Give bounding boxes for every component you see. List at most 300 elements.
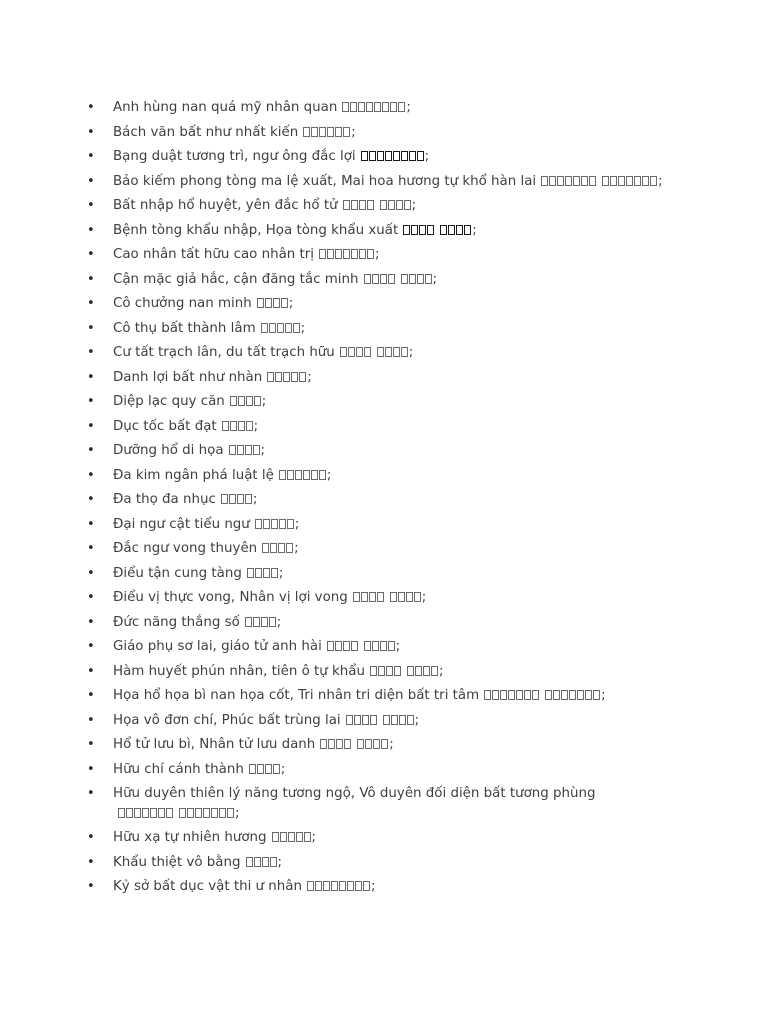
missing-glyph-box xyxy=(642,176,649,186)
missing-glyph-box xyxy=(419,225,426,235)
missing-glyph-run xyxy=(221,490,253,510)
entry-terminator: ; xyxy=(424,149,430,164)
missing-glyph-run xyxy=(340,343,409,363)
missing-glyph-box xyxy=(440,225,447,235)
missing-glyph-box xyxy=(577,690,584,700)
idiom-reading: Hữu chí cánh thành xyxy=(113,761,244,777)
missing-glyph-box xyxy=(303,470,310,480)
missing-glyph-box xyxy=(142,808,149,818)
missing-glyph-run xyxy=(257,294,289,314)
missing-glyph-box xyxy=(222,421,229,431)
missing-glyph-run xyxy=(403,221,472,241)
list-item xyxy=(83,637,688,657)
bullet-icon: • xyxy=(87,879,95,894)
missing-glyph-box xyxy=(283,372,290,382)
idiom-reading: Cô chưởng nan minh xyxy=(113,296,252,311)
missing-glyph-box xyxy=(361,592,368,602)
missing-glyph-run xyxy=(346,711,415,731)
bullet-icon: • xyxy=(87,320,95,336)
bullet-icon: • xyxy=(87,614,95,630)
missing-glyph-box xyxy=(342,102,349,112)
missing-glyph-box xyxy=(281,298,288,308)
entry-terminator: ; xyxy=(307,369,312,385)
bullet-icon: • xyxy=(87,516,95,532)
missing-glyph-box xyxy=(549,176,556,186)
missing-glyph-box xyxy=(238,421,245,431)
missing-glyph-box xyxy=(401,151,408,161)
missing-glyph-box xyxy=(351,641,358,651)
missing-glyph-box xyxy=(319,470,326,480)
entry-terminator: ; xyxy=(601,688,606,703)
list-item xyxy=(83,853,688,873)
list-item xyxy=(83,245,688,265)
missing-glyph-box xyxy=(291,372,298,382)
missing-glyph-run xyxy=(327,637,396,657)
missing-glyph-box xyxy=(362,715,369,725)
idiom-reading: Họa hổ họa bì nan họa cốt, Tri nhân tri diện bất tri tâm xyxy=(113,688,480,703)
idiom-reading: Cao nhân tất hữu cao nhân trị xyxy=(113,247,315,262)
missing-glyph-box xyxy=(348,347,355,357)
entry-terminator: ; xyxy=(351,124,356,140)
list-item xyxy=(83,392,688,412)
missing-glyph-box xyxy=(354,715,361,725)
missing-glyph-box xyxy=(407,715,414,725)
missing-glyph-box xyxy=(532,690,539,700)
list-item xyxy=(83,490,688,510)
entry-terminator: ; xyxy=(253,418,259,434)
missing-glyph-run xyxy=(247,564,279,584)
bullet-icon: • xyxy=(87,418,95,434)
bullet-icon: • xyxy=(87,345,95,360)
missing-glyph-box xyxy=(219,808,226,818)
idiom-reading: Đa thọ đa nhục xyxy=(113,492,216,507)
missing-glyph-box xyxy=(299,372,306,382)
list-item xyxy=(83,123,688,143)
missing-glyph-box xyxy=(335,127,342,137)
missing-glyph-run xyxy=(361,147,425,167)
missing-glyph-box xyxy=(307,881,314,891)
list-item xyxy=(83,441,688,461)
missing-glyph-box xyxy=(271,568,278,578)
idiom-reading: Đại ngư cật tiểu ngư xyxy=(113,516,250,532)
list-item xyxy=(83,368,688,388)
missing-glyph-box xyxy=(431,666,438,676)
missing-glyph-box xyxy=(275,372,282,382)
missing-glyph-box xyxy=(336,739,343,749)
missing-glyph-box xyxy=(380,641,387,651)
missing-glyph-box xyxy=(230,396,237,406)
idiom-reading: Điểu vị thực vong, Nhân vị lợi vong xyxy=(113,590,348,605)
missing-glyph-box xyxy=(634,176,641,186)
list-item xyxy=(83,613,688,633)
missing-glyph-box xyxy=(393,347,400,357)
missing-glyph-box xyxy=(396,200,403,210)
missing-glyph-box xyxy=(367,200,374,210)
missing-glyph-box xyxy=(380,200,387,210)
list-item xyxy=(83,417,688,437)
missing-glyph-box xyxy=(261,617,268,627)
list-item xyxy=(83,196,688,216)
missing-glyph-box xyxy=(263,519,270,529)
missing-glyph-box xyxy=(118,808,125,818)
idiom-reading: Cô thụ bất thành lâm xyxy=(113,320,256,336)
missing-glyph-box xyxy=(411,225,418,235)
missing-glyph-box xyxy=(273,298,280,308)
list-item xyxy=(83,564,688,584)
list-item xyxy=(83,466,688,486)
missing-glyph-box xyxy=(311,127,318,137)
missing-glyph-box xyxy=(280,832,287,842)
list-item xyxy=(83,294,688,314)
idiom-reading: Hổ tử lưu bì, Nhân tử lưu danh xyxy=(113,737,316,752)
missing-glyph-box xyxy=(273,764,280,774)
missing-glyph-box xyxy=(315,881,322,891)
missing-glyph-box xyxy=(390,102,397,112)
missing-glyph-box xyxy=(393,151,400,161)
missing-glyph-box xyxy=(569,690,576,700)
missing-glyph-box xyxy=(279,470,286,480)
missing-glyph-box xyxy=(267,372,274,382)
missing-glyph-box xyxy=(374,102,381,112)
missing-glyph-box xyxy=(508,690,515,700)
list-item xyxy=(83,588,688,608)
entry-terminator: ; xyxy=(432,271,438,287)
missing-glyph-box xyxy=(427,225,434,235)
bullet-icon: • xyxy=(87,369,95,385)
missing-glyph-box xyxy=(369,592,376,602)
missing-glyph-run xyxy=(342,98,406,118)
idiom-reading: Bất nhập hổ huyệt, yên đắc hổ tử xyxy=(113,198,338,213)
bullet-icon: • xyxy=(87,786,95,801)
missing-glyph-run xyxy=(484,686,601,706)
missing-glyph-box xyxy=(246,421,253,431)
missing-glyph-box xyxy=(383,715,390,725)
missing-glyph-box xyxy=(516,690,523,700)
bullet-icon: • xyxy=(87,173,95,189)
list-item xyxy=(83,515,688,535)
missing-glyph-box xyxy=(364,274,371,284)
missing-glyph-box xyxy=(557,176,564,186)
missing-glyph-box xyxy=(386,666,393,676)
missing-glyph-box xyxy=(229,445,236,455)
missing-glyph-box xyxy=(347,881,354,891)
bullet-icon: • xyxy=(87,296,95,311)
idiom-reading: Khẩu thiệt vô bằng xyxy=(113,854,241,870)
idiom-reading: Giáo phụ sơ lai, giáo tử anh hài xyxy=(113,639,322,654)
idiom-reading: Dục tốc bất đạt xyxy=(113,418,217,434)
entry-terminator: ; xyxy=(472,222,477,238)
missing-glyph-box xyxy=(262,543,269,553)
missing-glyph-box xyxy=(414,592,421,602)
missing-glyph-box xyxy=(254,857,261,867)
missing-glyph-box xyxy=(327,127,334,137)
missing-glyph-box xyxy=(285,323,292,333)
missing-glyph-box xyxy=(406,592,413,602)
missing-glyph-box xyxy=(187,808,194,818)
missing-glyph-box xyxy=(255,519,262,529)
missing-glyph-run xyxy=(320,735,389,755)
missing-glyph-box xyxy=(399,715,406,725)
bullet-icon: • xyxy=(87,639,95,654)
missing-glyph-box xyxy=(415,666,422,676)
missing-glyph-box xyxy=(335,249,342,259)
missing-glyph-box xyxy=(293,323,300,333)
missing-glyph-box xyxy=(304,832,311,842)
missing-glyph-run xyxy=(118,804,235,824)
list-item xyxy=(83,784,688,823)
missing-glyph-box xyxy=(370,715,377,725)
missing-glyph-box xyxy=(492,690,499,700)
list-item xyxy=(83,735,688,755)
missing-glyph-box xyxy=(265,764,272,774)
missing-glyph-box xyxy=(286,543,293,553)
entry-terminator: ; xyxy=(406,100,411,115)
missing-glyph-box xyxy=(610,176,617,186)
missing-glyph-box xyxy=(573,176,580,186)
missing-glyph-box xyxy=(581,176,588,186)
missing-glyph-box xyxy=(311,470,318,480)
missing-glyph-box xyxy=(221,494,228,504)
missing-glyph-box xyxy=(407,666,414,676)
missing-glyph-run xyxy=(267,368,307,388)
missing-glyph-box xyxy=(366,102,373,112)
missing-glyph-box xyxy=(417,151,424,161)
list-item xyxy=(83,270,688,290)
list-item xyxy=(83,539,688,559)
missing-glyph-box xyxy=(365,739,372,749)
missing-glyph-box xyxy=(179,808,186,818)
missing-glyph-box xyxy=(369,151,376,161)
entry-terminator: ; xyxy=(395,639,401,654)
entry-terminator: ; xyxy=(658,173,663,189)
idiom-reading: Dưỡng hổ di họa xyxy=(113,443,224,458)
missing-glyph-box xyxy=(253,445,260,455)
missing-glyph-box xyxy=(255,568,262,578)
missing-glyph-box xyxy=(394,666,401,676)
bullet-icon: • xyxy=(87,830,95,845)
missing-glyph-box xyxy=(553,690,560,700)
missing-glyph-box xyxy=(370,666,377,676)
idiom-reading: Bạng duật tương trì, ngư ông đắc lợi xyxy=(113,149,356,164)
missing-glyph-box xyxy=(287,470,294,480)
missing-glyph-box xyxy=(373,739,380,749)
entry-terminator: ; xyxy=(252,492,258,507)
missing-glyph-box xyxy=(448,225,455,235)
entry-terminator: ; xyxy=(276,614,282,630)
missing-glyph-run xyxy=(307,877,371,897)
missing-glyph-run xyxy=(279,466,327,486)
missing-glyph-box xyxy=(589,176,596,186)
missing-glyph-box xyxy=(425,274,432,284)
missing-glyph-box xyxy=(343,249,350,259)
missing-glyph-box xyxy=(423,666,430,676)
list-item xyxy=(83,221,688,241)
idiom-reading: Bảo kiếm phong tòng ma lệ xuất, Mai hoa hương tự khổ hàn lai xyxy=(113,173,537,189)
missing-glyph-run xyxy=(370,662,439,682)
missing-glyph-run xyxy=(343,196,412,216)
missing-glyph-box xyxy=(331,881,338,891)
entry-terminator: ; xyxy=(294,541,299,556)
entry-terminator: ; xyxy=(280,761,286,777)
list-item xyxy=(83,98,688,118)
missing-glyph-box xyxy=(303,127,310,137)
missing-glyph-box xyxy=(618,176,625,186)
missing-glyph-box xyxy=(358,102,365,112)
missing-glyph-box xyxy=(269,323,276,333)
bullet-icon: • xyxy=(87,492,95,507)
missing-glyph-box xyxy=(500,690,507,700)
idiom-reading: Đắc ngư vong thuyên xyxy=(113,541,258,556)
entry-terminator: ; xyxy=(288,296,294,311)
missing-glyph-box xyxy=(229,494,236,504)
idiom-reading: Hữu duyên thiên lý năng tương ngộ, Vô duyên đối diện bất tương phùng xyxy=(113,786,596,801)
missing-glyph-box xyxy=(390,592,397,602)
entry-terminator: ; xyxy=(326,467,332,483)
missing-glyph-box xyxy=(237,494,244,504)
entry-terminator: ; xyxy=(261,394,267,409)
bullet-icon: • xyxy=(87,222,95,238)
list-item xyxy=(83,760,688,780)
missing-glyph-box xyxy=(288,832,295,842)
missing-glyph-run xyxy=(255,515,295,535)
missing-glyph-box xyxy=(350,102,357,112)
missing-glyph-box xyxy=(372,641,379,651)
missing-glyph-box xyxy=(356,347,363,357)
list-item xyxy=(83,828,688,848)
missing-glyph-box xyxy=(363,881,370,891)
missing-glyph-box xyxy=(278,543,285,553)
entry-terminator: ; xyxy=(421,590,427,605)
missing-glyph-box xyxy=(388,274,395,284)
bullet-icon: • xyxy=(87,761,95,777)
list-item xyxy=(83,686,688,706)
missing-glyph-run xyxy=(303,123,351,143)
missing-glyph-box xyxy=(253,617,260,627)
missing-glyph-run xyxy=(262,539,294,559)
missing-glyph-box xyxy=(203,808,210,818)
missing-glyph-box xyxy=(351,200,358,210)
missing-glyph-box xyxy=(484,690,491,700)
missing-glyph-box xyxy=(261,323,268,333)
bullet-icon: • xyxy=(87,854,95,870)
entry-terminator: ; xyxy=(408,345,414,360)
missing-glyph-box xyxy=(367,249,374,259)
missing-glyph-box xyxy=(377,592,384,602)
missing-glyph-box xyxy=(287,519,294,529)
idiom-reading: Bách văn bất như nhất kiến xyxy=(113,124,299,140)
missing-glyph-box xyxy=(565,176,572,186)
missing-glyph-box xyxy=(364,641,371,651)
missing-glyph-box xyxy=(388,641,395,651)
missing-glyph-box xyxy=(417,274,424,284)
bullet-icon: • xyxy=(87,565,95,581)
entry-terminator: ; xyxy=(311,830,317,845)
bullet-icon: • xyxy=(87,124,95,140)
missing-glyph-box xyxy=(227,808,234,818)
missing-glyph-box xyxy=(361,151,368,161)
list-item xyxy=(83,147,688,167)
missing-glyph-box xyxy=(398,102,405,112)
idiom-reading: Hữu xạ tự nhiên hương xyxy=(113,830,267,845)
missing-glyph-run xyxy=(245,613,277,633)
missing-glyph-run xyxy=(364,270,433,290)
list-item xyxy=(83,343,688,363)
missing-glyph-box xyxy=(391,715,398,725)
missing-glyph-box xyxy=(561,690,568,700)
missing-glyph-box xyxy=(343,127,350,137)
entry-terminator: ; xyxy=(278,565,284,581)
missing-glyph-box xyxy=(372,274,379,284)
missing-glyph-box xyxy=(158,808,165,818)
missing-glyph-run xyxy=(319,245,375,265)
idiom-list xyxy=(83,98,688,897)
missing-glyph-box xyxy=(320,739,327,749)
missing-glyph-box xyxy=(328,739,335,749)
missing-glyph-box xyxy=(378,666,385,676)
missing-glyph-box xyxy=(150,808,157,818)
missing-glyph-box xyxy=(340,347,347,357)
missing-glyph-box xyxy=(524,690,531,700)
missing-glyph-box xyxy=(277,323,284,333)
missing-glyph-box xyxy=(271,519,278,529)
bullet-icon: • xyxy=(87,688,95,703)
missing-glyph-box xyxy=(245,494,252,504)
missing-glyph-box xyxy=(409,274,416,284)
missing-glyph-box xyxy=(545,690,552,700)
missing-glyph-box xyxy=(380,274,387,284)
missing-glyph-box xyxy=(247,568,254,578)
missing-glyph-box xyxy=(134,808,141,818)
missing-glyph-box xyxy=(464,225,471,235)
missing-glyph-box xyxy=(249,764,256,774)
missing-glyph-box xyxy=(272,832,279,842)
entry-terminator: ; xyxy=(235,805,240,821)
bullet-icon: • xyxy=(87,100,95,115)
entry-terminator: ; xyxy=(300,320,306,336)
bullet-icon: • xyxy=(87,663,95,679)
missing-glyph-box xyxy=(456,225,463,235)
missing-glyph-box xyxy=(585,690,592,700)
missing-glyph-box xyxy=(359,200,366,210)
bullet-icon: • xyxy=(87,198,95,213)
bullet-icon: • xyxy=(87,149,95,164)
entry-terminator: ; xyxy=(277,854,283,870)
missing-glyph-box xyxy=(403,225,410,235)
missing-glyph-box xyxy=(246,396,253,406)
list-item xyxy=(83,877,688,897)
missing-glyph-run xyxy=(261,319,301,339)
missing-glyph-box xyxy=(270,543,277,553)
bullet-icon: • xyxy=(87,712,95,728)
list-item xyxy=(83,662,688,682)
bullet-icon: • xyxy=(87,737,95,752)
missing-glyph-box xyxy=(126,808,133,818)
missing-glyph-box xyxy=(602,176,609,186)
bullet-icon: • xyxy=(87,443,95,458)
list-item xyxy=(83,319,688,339)
list-item xyxy=(83,172,688,192)
idiom-reading: Điểu tận cung tàng xyxy=(113,565,242,581)
idiom-reading: Kỷ sở bất dục vật thi ư nhân xyxy=(113,879,302,894)
missing-glyph-run xyxy=(222,417,254,437)
entry-terminator: ; xyxy=(389,737,394,752)
bullet-icon: • xyxy=(87,467,95,483)
bullet-icon: • xyxy=(87,590,95,605)
missing-glyph-box xyxy=(296,832,303,842)
missing-glyph-box xyxy=(270,857,277,867)
missing-glyph-box xyxy=(335,641,342,651)
missing-glyph-box xyxy=(262,857,269,867)
